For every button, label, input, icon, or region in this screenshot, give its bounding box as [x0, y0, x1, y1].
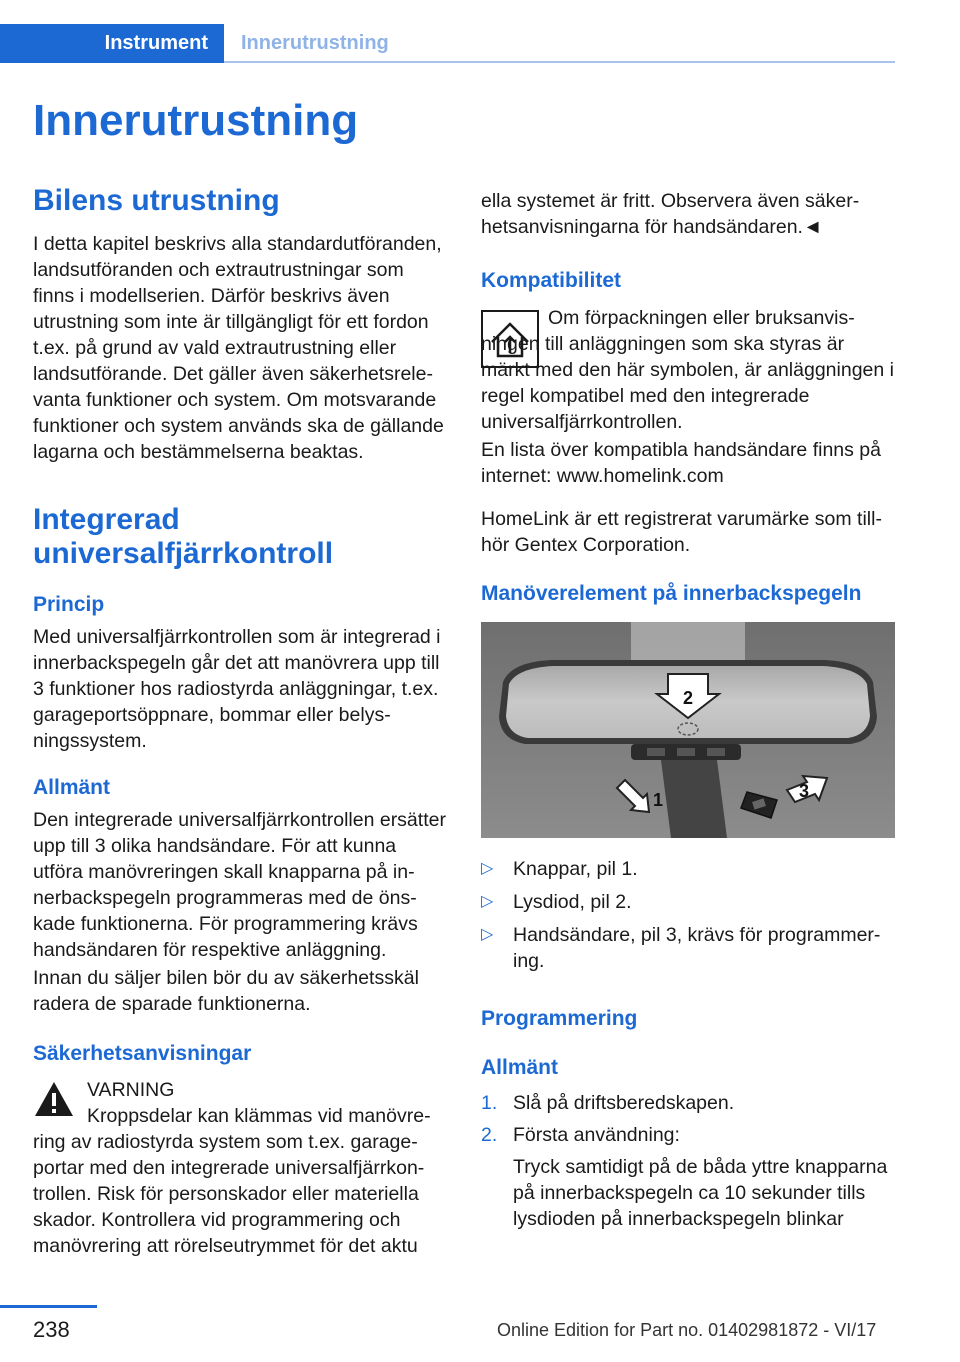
- list-item: [481, 856, 895, 882]
- subsection-title-prog-allmant: Allmänt: [481, 1056, 559, 1079]
- subsection-title-sakerhetsanvisningar: Säkerhetsanvisningar: [33, 1042, 252, 1065]
- kompatibilitet-list-info: En lista över kompatibla handsändare finns på internet: www.homelink.com: [481, 439, 881, 487]
- mirror-mount: [661, 760, 727, 838]
- legend-item-2: Lysdiod, pil 2.: [513, 891, 632, 913]
- princip-body: Med universalfjärrkontrollen som är integrerad i innerbackspegeln går det att manövrera upp till 3 funktioner hos radiostyrda anläggningar, t.ex. garageportsöppnare, bommar eller belysningssystem.: [33, 626, 441, 752]
- programming-steps: [481, 1090, 895, 1238]
- legend-item-1: Knappar, pil 1.: [513, 858, 638, 880]
- arrow-label-3: 3: [799, 781, 810, 801]
- subsection-title-princip: Princip: [33, 593, 105, 616]
- tab-instrument[interactable]: [0, 24, 224, 63]
- list-item: [481, 1090, 895, 1116]
- homelink-trademark: HomeLink är ett registrerat varumärke som tillhör Gentex Corporation.: [481, 508, 882, 556]
- footer-divider: [0, 1305, 97, 1308]
- legend-item-3: Handsändare, pil 3, krävs för programmering.: [513, 924, 881, 972]
- allmant-body-1: Den integrerade universalfjärrkontrollen ersätter upp till 3 olika handsändare. För att kunna utföra manövreringen skall knapparna på innerbackspegeln programmeras med de önskade funktionerna. För programmering krävs handsändaren för respektive anläggning.: [33, 809, 446, 961]
- section-title-universalfjarrkontroll: Integrerad universalfjärrkontroll: [33, 503, 334, 570]
- subsection-title-allmant: Allmänt: [33, 776, 111, 799]
- subsection-title-manoverelement: Manöverelement på innerbackspegeln: [481, 582, 862, 605]
- triangle-bullet-icon: ▷: [481, 926, 494, 943]
- kompatibilitet-body: Om förpackningen eller bruksanvisningen till anläggningen som ska styras är märkt med den här symbolen, är anläggningen i regel kompatibel med den integrerade universalfjärrkontrollen.: [481, 307, 894, 433]
- page-number: 238: [33, 1317, 70, 1342]
- subsection-title-programmering: Programmering: [481, 1007, 638, 1030]
- rearview-mirror-figure: [481, 622, 895, 838]
- step-subtext-2: Tryck samtidigt på de båda yttre knapparna på innerbackspegeln ca 10 sekunder tills lysdioden på innerbackspegeln blinkar: [513, 1156, 888, 1230]
- figure-legend-list: [481, 856, 895, 981]
- footer-edition: Online Edition for Part no. 01402981872 - VI/17: [497, 1320, 877, 1340]
- tab-innerutrustning[interactable]: [224, 24, 389, 63]
- triangle-bullet-icon: ▷: [481, 860, 494, 877]
- warning-text-continued: ella systemet är fritt. Observera även säkerhetsanvisningarna för handsändaren.◄: [481, 190, 860, 238]
- step-text-2: Första användning:: [513, 1124, 680, 1146]
- chapter-title: Innerutrustning: [33, 96, 359, 145]
- warning-text: Kroppsdelar kan klämmas vid manövrering av radiostyrda system som t.ex. garageportar med den integrerade universalfjärrkontrollen. Risk för personskador eller materiella skador. Kontrollera vid programmering och manövrering att rörelseutrymmet för det aktu: [33, 1105, 431, 1257]
- tab-instrument-label: Instrument: [104, 32, 208, 54]
- triangle-bullet-icon: ▷: [481, 893, 494, 910]
- step-number-2: 2.: [481, 1124, 498, 1146]
- arrow-label-1: 1: [653, 790, 664, 810]
- header-divider: [224, 61, 895, 63]
- list-item: [481, 889, 895, 915]
- list-item: [481, 1122, 895, 1232]
- arrow-label-2: 2: [682, 688, 694, 708]
- section-body-bilens-utrustning: I detta kapitel beskrivs alla standardutföranden, landsutföranden och extrautrustningar som finns i modellserien. Därför beskrivs även utrustning som inte är tillgängligt för ett fordon t.ex. på grund av vald extrautrustning eller landsutförande. Det gäller även säkerhetsrelevanta funktioner och system. Om motsvarande funktioner och system används ska de gällande lagarna och bestämmelserna beaktas.: [33, 233, 444, 463]
- tab-innerutrustning-label: Innerutrustning: [241, 32, 389, 54]
- subsection-title-kompatibilitet: Kompatibilitet: [481, 269, 621, 292]
- step-text-1: Slå på driftsberedskapen.: [513, 1092, 735, 1114]
- allmant-body-2: Innan du säljer bilen bör du av säkerhetsskäl radera de sparade funktionerna.: [33, 967, 419, 1015]
- list-item: [481, 922, 895, 974]
- section-title-bilens-utrustning: Bilens utrustning: [33, 184, 280, 217]
- step-number-1: 1.: [481, 1092, 498, 1114]
- warning-label: VARNING: [87, 1079, 175, 1101]
